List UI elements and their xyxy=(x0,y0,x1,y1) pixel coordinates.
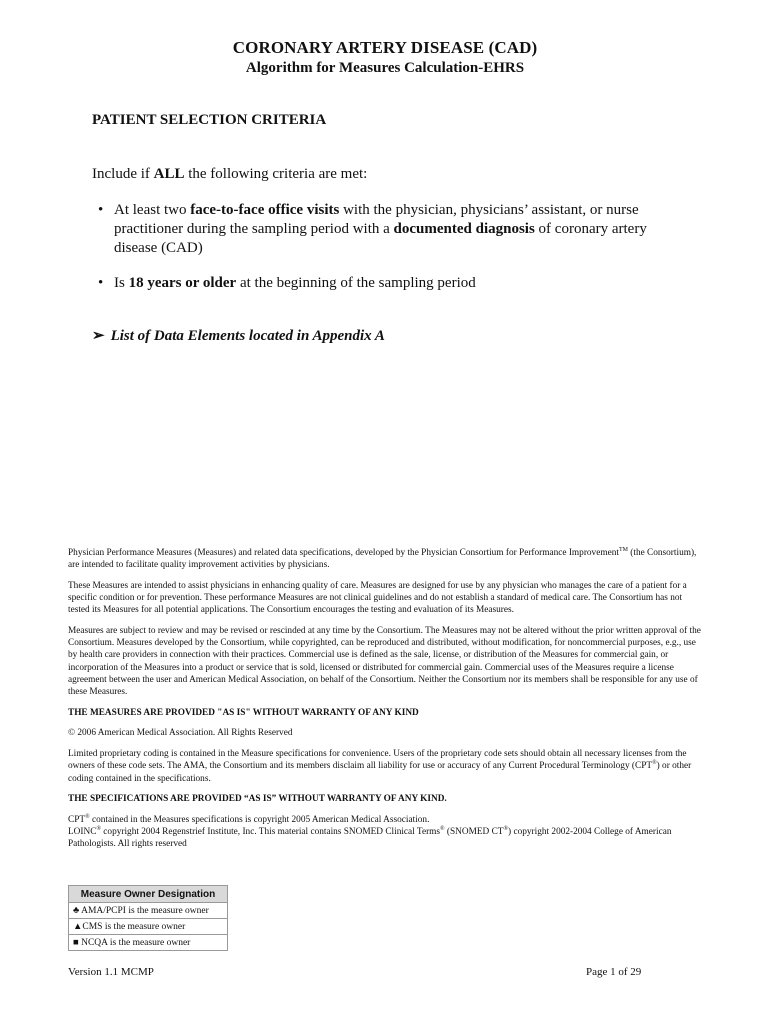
document-subtitle: Algorithm for Measures Calculation-EHRS xyxy=(245,60,525,76)
item-text: with the physician, physicians’ assistant, or nurse practitioner during the sampling period with a xyxy=(114,202,639,237)
version-label: Version 1.1 MCMP xyxy=(68,966,154,978)
owner-ama: ♣ AMA/PCPI is the measure owner xyxy=(69,903,228,919)
measure-owner-table xyxy=(68,885,228,951)
document-title: CORONARY ARTERY DISEASE (CAD) xyxy=(232,38,538,57)
warranty-notice: THE MEASURES ARE PROVIDED "AS IS" WITHOUT WARRANTY OF ANY KIND xyxy=(68,707,419,718)
page-number: Page 1 of 29 xyxy=(586,966,642,978)
bullet-icon: • xyxy=(98,202,104,218)
criteria-intro xyxy=(92,166,367,183)
item-text: at the beginning of the sampling period xyxy=(236,275,476,291)
legal-paragraph: Measures are subject to review and may be revised or rescinded at any time by the Consortium. The Measures may not be altered without the prior written approval of the Consortium. Measures developed by the Consortium, while copyrighted, can be reproduced and distributed, without modification, for noncommercial purposes, e.g., use by health care providers in connection with their practices. Commercial use is defined as the sale, license, or distribution of the Measures for commercial gain, or incorporation of the Measures into a product or service that is sold, licensed or distributed for commercial gain. Commercial uses of the Measures require a license agreement between the user and American Medical Association, on behalf of the Consortium. Neither the Consortium nor its members shall be responsible for any use of these Measures. xyxy=(68,626,701,698)
legal-paragraph xyxy=(68,547,704,571)
item-text: Is xyxy=(114,275,129,291)
legal-paragraph: These Measures are intended to assist physicians in enhancing quality of care. Measures are designed for use by any physician who manages the care of a patient for a specific condition or for prevention. These performance Measures are not clinical guidelines and do not establish a standard of medical care. The Consortium has not tested its Measures for all potential applications. The Consortium encourages the testing and evaluation of its Measures. xyxy=(68,580,687,616)
bullet-icon: • xyxy=(98,275,104,291)
legal-text: contained in the Measures specifications is copyright 2005 American Medical Association. xyxy=(89,814,430,825)
registered-mark: ® xyxy=(85,813,90,820)
legal-text: Physician Performance Measures (Measures) and related data specifications, developed by the Physician Consortium for Performance Improvement xyxy=(68,548,619,558)
table-row xyxy=(69,935,228,951)
section-heading: PATIENT SELECTION CRITERIA xyxy=(92,112,327,128)
legal-text: ) copyright 2002-2004 College of American Pathologists. All rights reserved xyxy=(68,827,672,850)
intro-emphasis: ALL xyxy=(153,166,185,182)
table-row xyxy=(69,903,228,919)
owner-ncqa: ■ NCQA is the measure owner xyxy=(69,935,228,951)
table-header: Measure Owner Designation xyxy=(69,886,228,903)
legal-text: CPT xyxy=(68,814,86,825)
legal-text: ) or other coding contained in the specifications. xyxy=(68,761,692,784)
item-emphasis: documented diagnosis xyxy=(393,221,535,237)
copyright-notice: © 2006 American Medical Association. All Rights Reserved xyxy=(68,728,293,739)
owner-cms: ▲CMS is the measure owner xyxy=(69,919,228,935)
criteria-item-age xyxy=(92,274,662,293)
item-text: of coronary artery disease (CAD) xyxy=(114,221,647,256)
table-row xyxy=(69,919,228,935)
table-header-row xyxy=(69,886,228,903)
registered-mark: ® xyxy=(440,826,445,833)
criteria-item-visits xyxy=(92,201,662,258)
item-text: At least two xyxy=(114,202,191,218)
appendix-text: List of Data Elements located in Appendix A xyxy=(110,328,385,344)
legal-text: (the Consortium), are intended to facilitate quality improvement activities by physicians. xyxy=(68,548,697,571)
legal-text: Limited proprietary coding is contained in the Measure specifications for convenience. Users of the proprietary code sets should obtain all necessary licenses from the owners of these code sets. The AMA, the Consortium and its members disclaim all liability for use or accuracy of any Current Procedural Terminology (CPT xyxy=(68,749,687,772)
item-emphasis: face-to-face office visits xyxy=(190,202,340,218)
registered-mark: ® xyxy=(652,760,657,767)
legal-paragraph xyxy=(68,748,704,785)
legal-notice xyxy=(68,547,704,859)
legal-text: LOINC xyxy=(68,827,97,838)
registered-mark: ® xyxy=(503,826,509,833)
item-emphasis: 18 years or older xyxy=(128,275,237,291)
registered-mark: ® xyxy=(96,826,101,833)
intro-text-end: the following criteria are met: xyxy=(184,166,368,182)
legal-text: (SNOMED CT xyxy=(444,827,504,838)
arrow-icon: ➢ xyxy=(92,328,105,344)
intro-text: Include if xyxy=(92,166,154,182)
specifications-warranty: THE SPECIFICATIONS ARE PROVIDED “AS IS” WITHOUT WARRANTY OF ANY KIND. xyxy=(68,794,447,805)
legal-text: copyright 2004 Regenstrief Institute, Inc. This material contains SNOMED Clinical Terms xyxy=(100,827,441,838)
appendix-reference xyxy=(92,326,385,345)
criteria-list xyxy=(92,201,662,309)
code-set-copyright xyxy=(68,814,704,851)
trademark-mark: TM xyxy=(618,546,628,553)
